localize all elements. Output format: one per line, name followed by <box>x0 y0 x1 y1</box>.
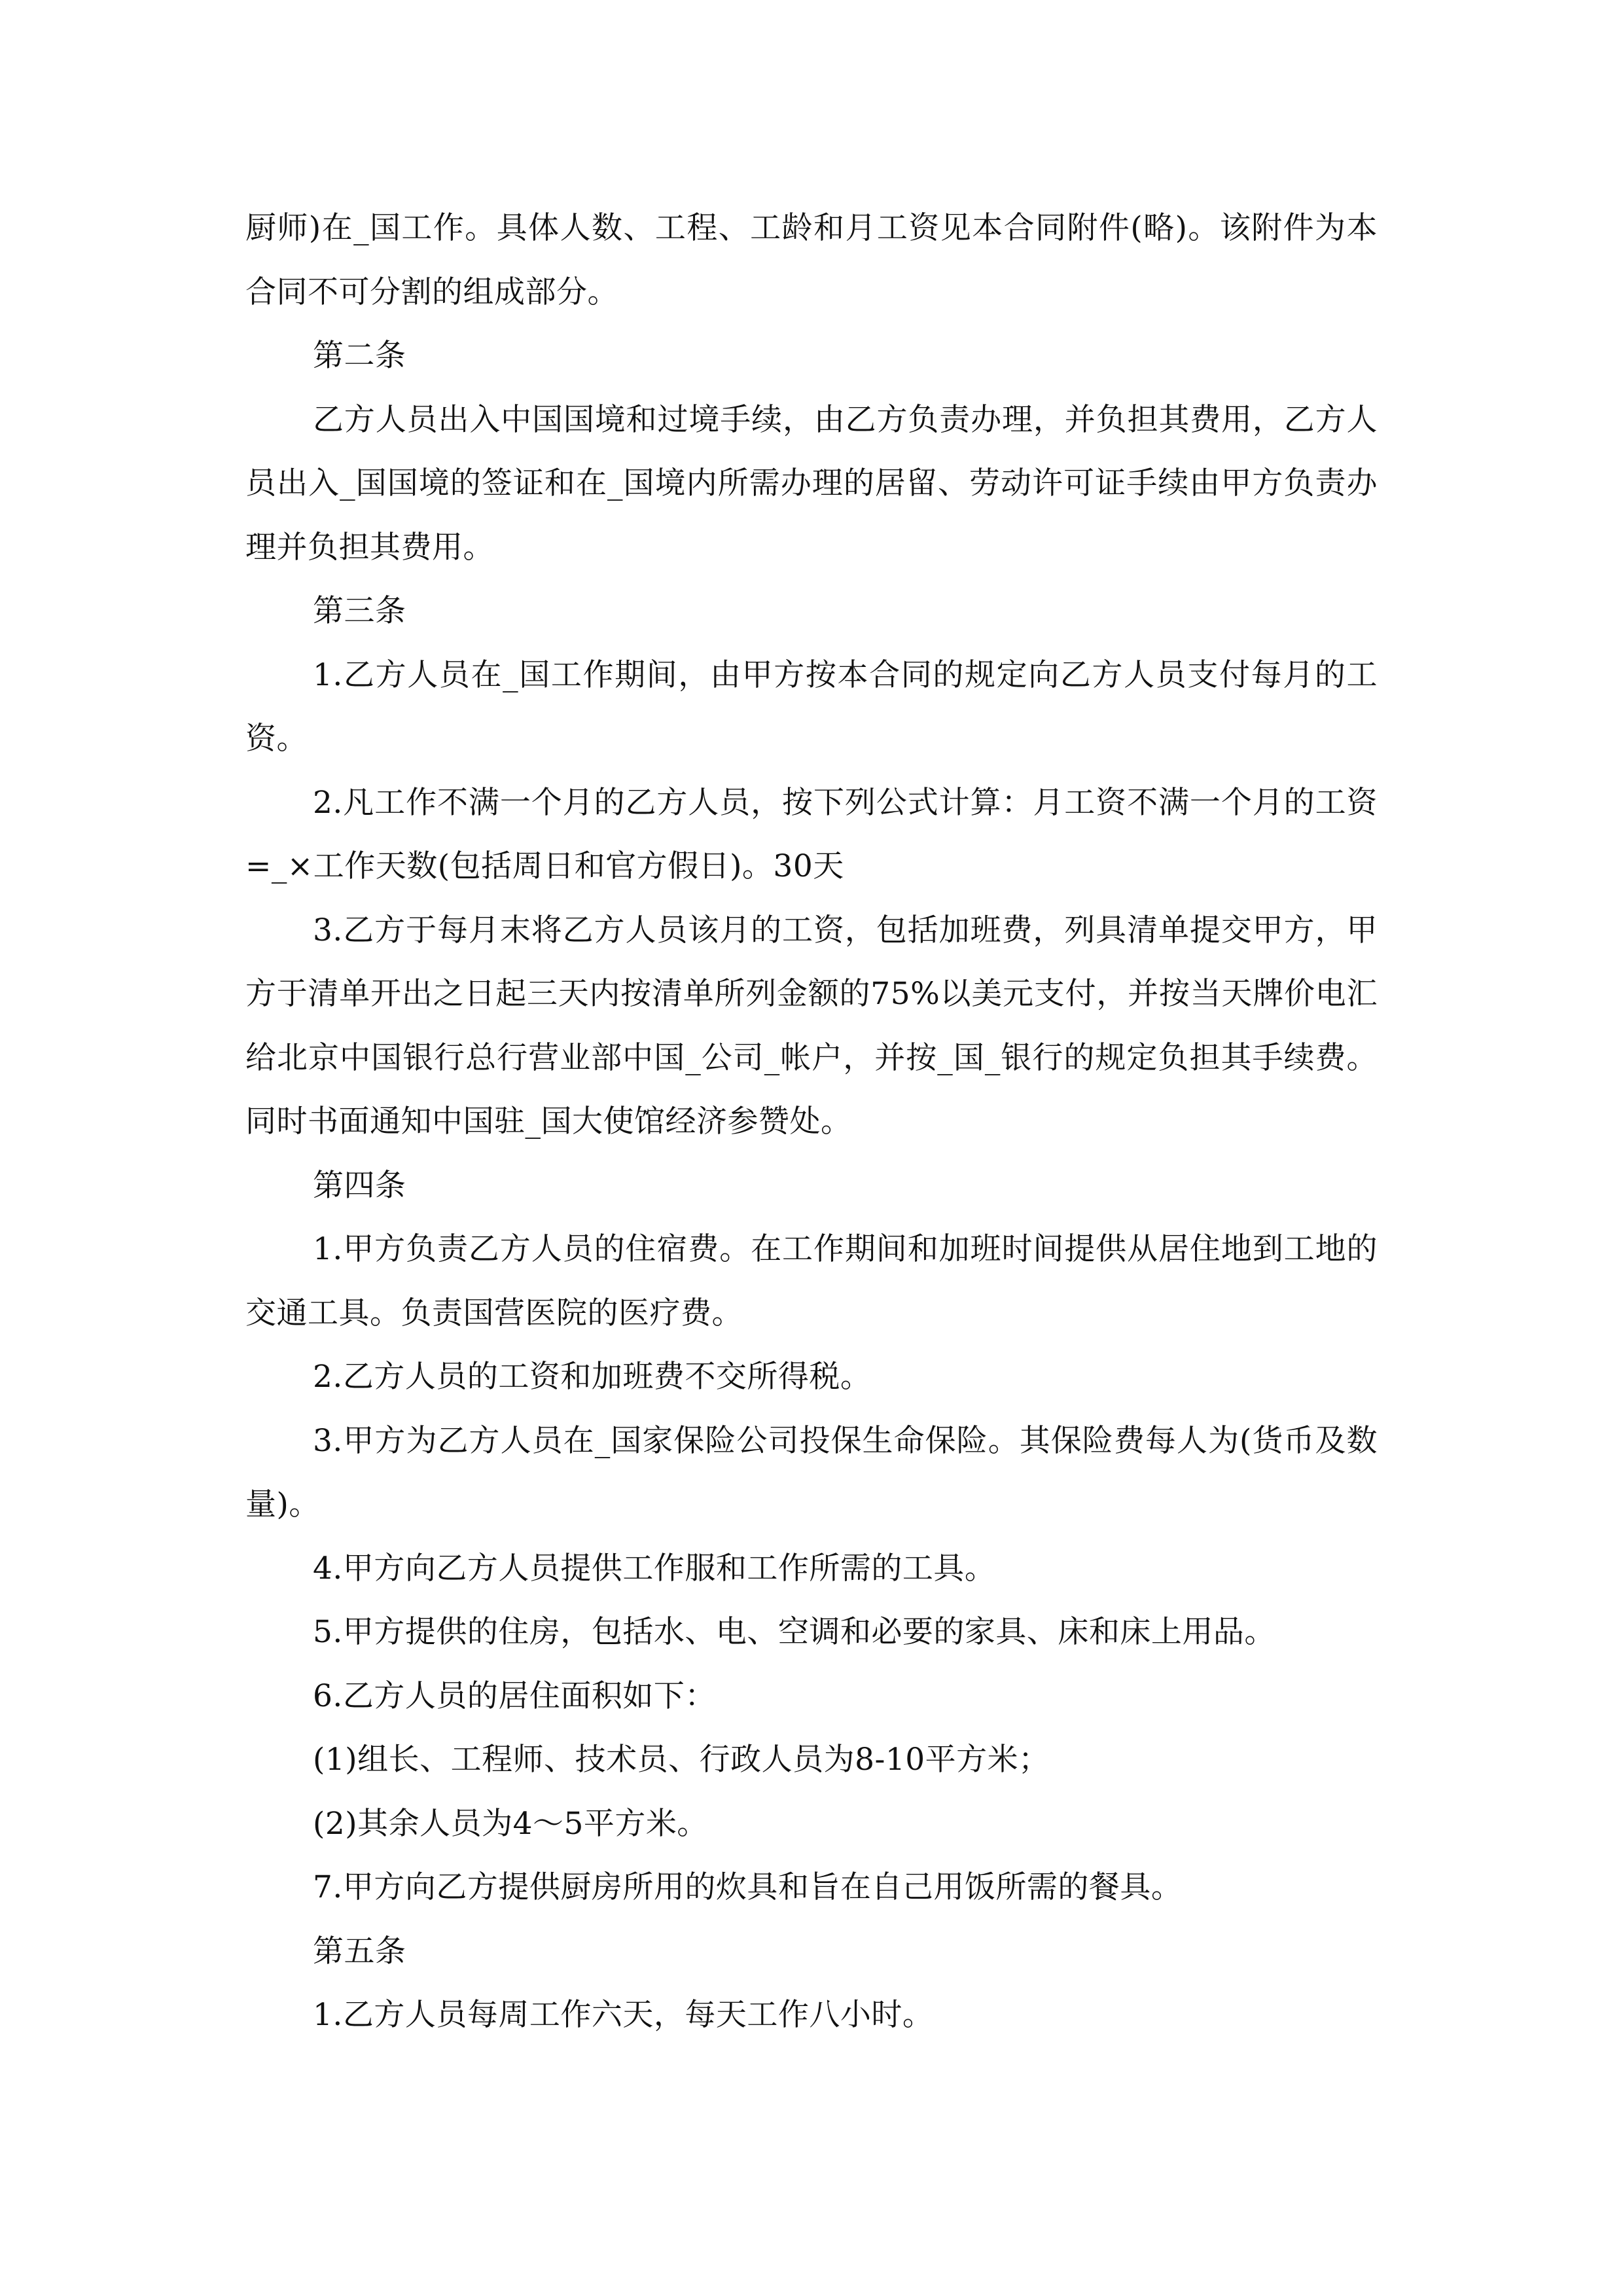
paragraph-3-2-partial-month: 2.凡工作不满一个月的乙方人员，按下列公式计算：月工资不满一个月的工资=_×工作天数(包括周日和官方假日)。30天 <box>245 784 1378 884</box>
paragraph-border-procedures: 乙方人员出入中国国境和过境手续，由乙方负责办理，并负担其费用，乙方人员出入_国国境的签证和在_国境内所需办理的居留、劳动许可证手续由甲方负责办理并负担其费用。 <box>245 401 1378 565</box>
paragraph-4-6-living-area: 6.乙方人员的居住面积如下： <box>313 1677 716 1714</box>
paragraph-5-1-working-hours: 1.乙方人员每周工作六天，每天工作八小时。 <box>313 1997 934 2033</box>
paragraph-4-6-2: (2)其余人员为4～5平方米。 <box>313 1805 708 1842</box>
paragraph-4-1-accommodation: 1.甲方负责乙方人员的住宿费。在工作期间和加班时间提供从居住地到工地的交通工具。负责国营医院的医疗费。 <box>245 1231 1378 1331</box>
paragraph-4-6-1: (1)组长、工程师、技术员、行政人员为8-10平方米； <box>313 1742 1050 1778</box>
paragraph-4-2-tax: 2.乙方人员的工资和加班费不交所得税。 <box>313 1359 872 1395</box>
paragraph-4-3-insurance: 3.甲方为乙方人员在_国家保险公司投保生命保险。其保险费每人为(货币及数量)。 <box>245 1422 1378 1522</box>
document-page <box>245 196 1378 2047</box>
heading-article-3: 第三条 <box>313 593 406 629</box>
paragraph-4-4-workwear: 4.甲方向乙方人员提供工作服和工作所需的工具。 <box>313 1550 996 1587</box>
paragraph-3-1-monthly-wages: 1.乙方人员在_国工作期间，由甲方按本合同的规定向乙方人员支付每月的工资。 <box>245 656 1378 757</box>
paragraph-3-3-payment-transfer: 3.乙方于每月末将乙方人员该月的工资，包括加班费，列具清单提交甲方，甲方于清单开出之日起三天内按清单所列金额的75%以美元支付，并按当天牌价电汇给北京中国银行总行营业部中国_公司_帐户，并按_国_银行的规定负担其手续费。同时书面通知中国驻_国大使馆经济参赞处。 <box>245 912 1378 1139</box>
heading-article-2: 第二条 <box>313 338 406 374</box>
heading-article-5: 第五条 <box>313 1933 406 1969</box>
paragraph-chef-work-location: 厨师)在_国工作。具体人数、工程、工龄和月工资见本合同附件(略)。该附件为本合同不可分割的组成部分。 <box>245 210 1378 310</box>
heading-article-4: 第四条 <box>313 1167 406 1204</box>
paragraph-4-7-kitchenware: 7.甲方向乙方提供厨房所用的炊具和旨在自己用饭所需的餐具。 <box>313 1869 1183 1905</box>
paragraph-4-5-housing: 5.甲方提供的住房，包括水、电、空调和必要的家具、床和床上用品。 <box>313 1614 1275 1650</box>
